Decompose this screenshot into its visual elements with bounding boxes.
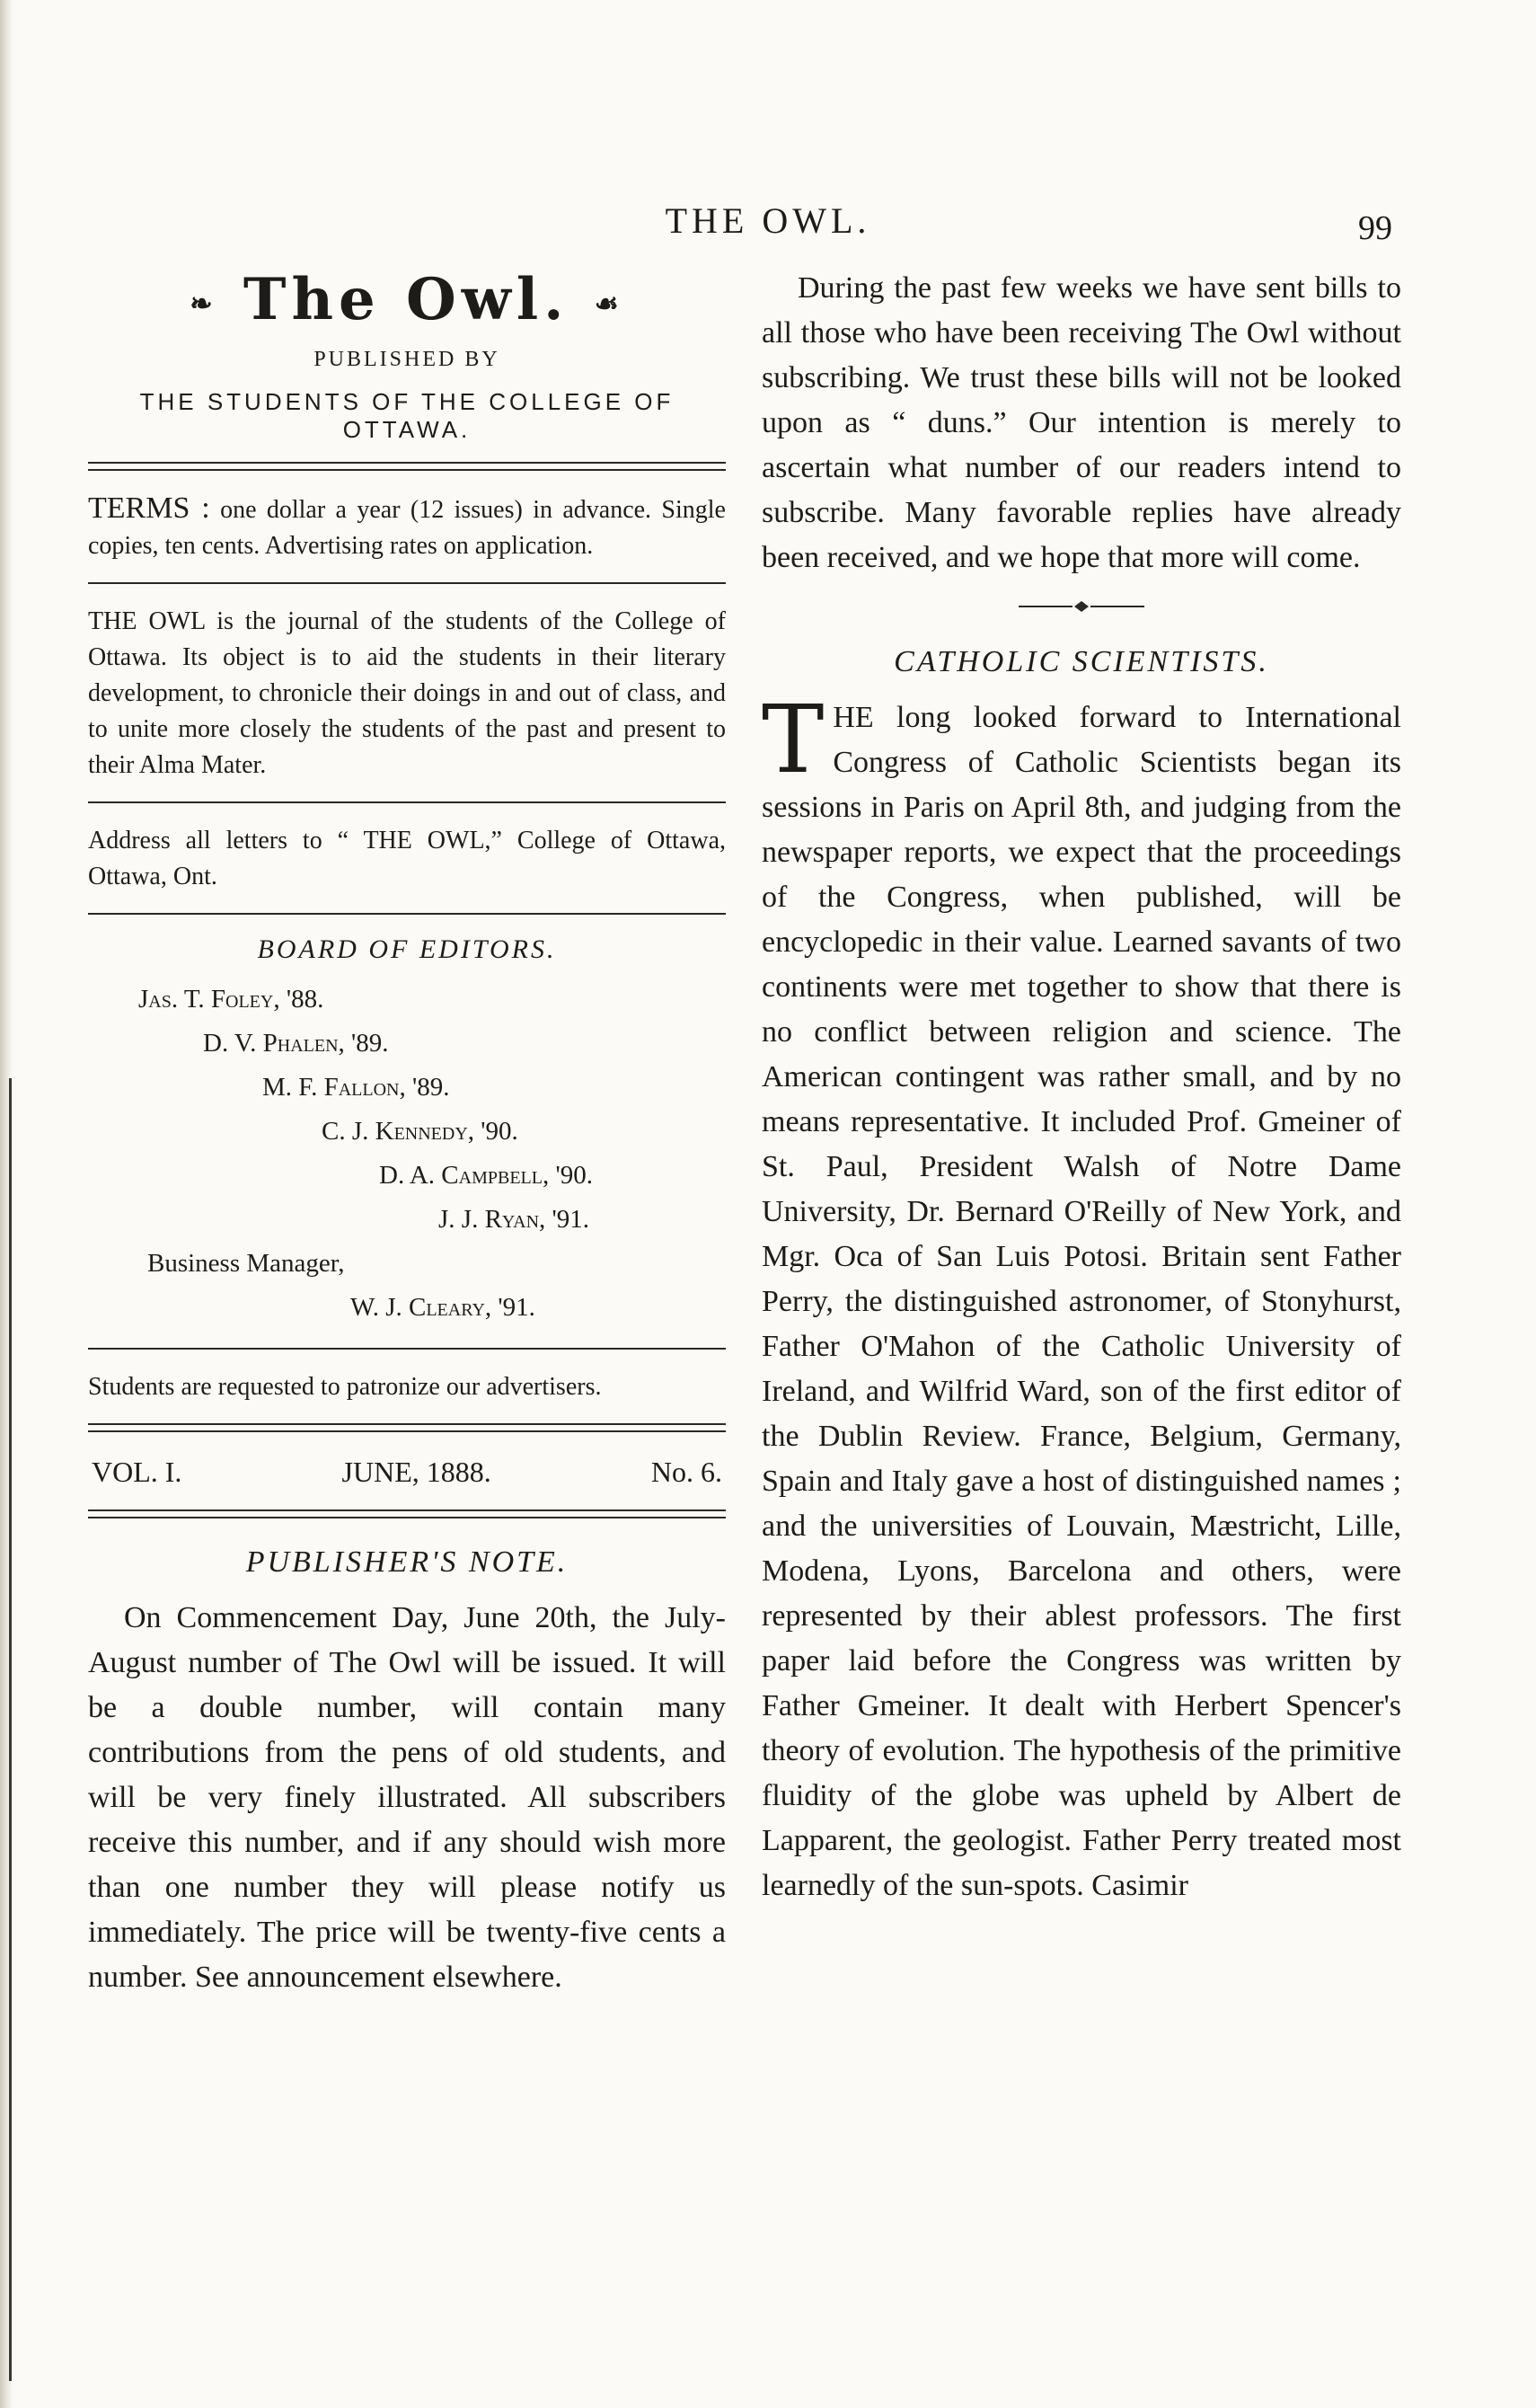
terms-label: TERMS :	[88, 491, 210, 525]
board-title: BOARD OF EDITORS.	[257, 934, 557, 964]
page-number: 99	[1358, 209, 1392, 247]
terms-text: one dollar a year (12 issues) in advance. Single copies, ten cents. Advertising rates on application.	[88, 496, 726, 560]
publishers-note-title: PUBLISHER'S NOTE.	[245, 1545, 569, 1579]
business-manager-label: Business Manager,	[147, 1249, 345, 1278]
ornament-right-icon: ☙	[594, 288, 624, 320]
rule	[88, 582, 726, 584]
rule	[88, 801, 726, 803]
rule	[88, 1348, 726, 1350]
bills-note	[762, 266, 1401, 580]
ornamental-divider	[762, 595, 1401, 618]
divider-diamond-icon	[1019, 600, 1144, 613]
double-rule	[88, 1423, 726, 1432]
issue-line	[88, 1452, 726, 1492]
running-head-title: THE OWL.	[665, 200, 871, 241]
editor-name: C. J. Kennedy, '90.	[322, 1117, 518, 1146]
editor-name: D. V. Phalen, '89.	[203, 1029, 389, 1058]
left-column	[88, 266, 726, 2000]
catholic-scientists-article	[762, 685, 1401, 1908]
about-block: THE OWL is the journal of the students of the College of Ottawa. Its object is to aid the students in their literary development, to chronicle their doings in and out of class, and to unite more closely the students of the past and present to their Alma Mater.	[88, 607, 726, 779]
issue-volume: VOL. I.	[92, 1456, 182, 1488]
catholic-scientists-title: CATHOLIC SCIENTISTS.	[894, 645, 1269, 678]
publishers-note-text: On Commencement Day, June 20th, the July-August number of The Owl will be issued. It will be a double number, will contain many contributions from the pens of old students, and will be very finely illustrated. All subscribers receive this number, and if any should wish more than one number they will please notify us immediately. The price will be twenty-five cents a number. See announcement elsewhere.	[88, 1601, 726, 1994]
publisher-line: THE STUDENTS OF THE COLLEGE OF OTTAWA.	[139, 388, 675, 443]
catholic-scientists-text: HE long looked forward to International Congress of Catholic Scientists began its sessions in Paris on April 8th, and judging from the newspaper reports, we expect that the proceedings of the Congress, when published, will be encyclopedic in their value. Learned savants of two continents were met together to show that there is no conflict between religion and science. The American contingent was rather small, and by no means representative. It included Prof. Gmeiner of St. Paul, President Walsh of Notre Dame University, Dr. Bernard O'Reilly of New York, and Mgr. Oca of San Luis Potosi. Britain sent Father Perry, the distinguished astronomer, of Stonyhurst, Father O'Mahon of the Catholic University of Ireland, and Wilfrid Ward, son of the first editor of the Dublin Review. France, Belgium, Germany, Spain and Italy gave a host of distinguished names ; and the universities of Louvain, Mæstricht, Lille, Modena, Lyons, Barcelona and others, were represented by their ablest professors. The first paper laid before the Congress was written by Father Gmeiner. It dealt with Herbert Spencer's theory of evolution. The hypothesis of the primitive fluidity of the globe was upheld by Albert de Lapparent, the geologist. Father Perry treated most learnedly of the sun-spots. Casimir	[762, 701, 1401, 1902]
editor-name: D. A. Campbell, '90.	[379, 1161, 593, 1190]
ornament-left-icon: ❧	[190, 288, 218, 320]
editor-name: Jas. T. Foley, '88.	[138, 985, 324, 1014]
right-column	[762, 266, 1401, 1908]
advertiser-note: Students are requested to patronize our advertisers.	[88, 1373, 602, 1401]
masthead	[88, 266, 726, 333]
published-by: PUBLISHED BY	[313, 348, 500, 371]
double-rule	[88, 462, 726, 471]
double-rule	[88, 1509, 726, 1518]
binding-shadow-line	[9, 1078, 12, 2381]
business-manager-name: W. J. Cleary, '91.	[350, 1293, 535, 1322]
address-block: Address all letters to “ THE OWL,” College of Ottawa, Ottawa, Ont.	[88, 827, 726, 890]
publishers-note	[88, 1596, 726, 2000]
drop-cap: T	[762, 685, 825, 794]
rule	[88, 913, 726, 915]
bills-note-text: During the past few weeks we have sent bills to all those who have been receiving The Owl without subscribing. We trust these bills will not be looked upon as “ duns.” Our intention is merely to ascertain what number of our readers intend to subscribe. Many favorable replies have already been received, and we hope that more will come.	[762, 271, 1401, 574]
editor-name: M. F. Fallon, '89.	[262, 1073, 450, 1102]
masthead-title: The Owl.	[243, 266, 569, 333]
issue-date: JUNE, 1888.	[341, 1456, 491, 1488]
terms-block	[88, 491, 726, 564]
issue-number: No. 6.	[650, 1456, 722, 1488]
editor-name: J. J. Ryan, '91.	[438, 1205, 590, 1234]
